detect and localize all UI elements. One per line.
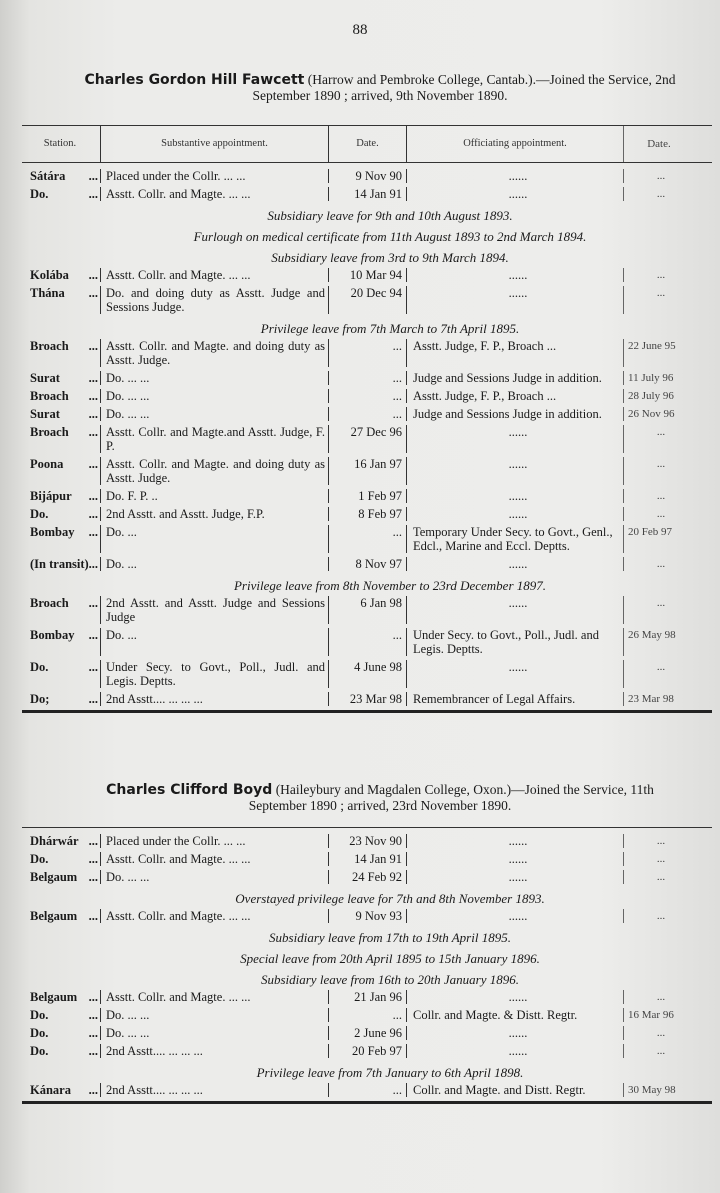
substantive-appointment: Asstt. Collr. and Magte. ... ... <box>100 909 328 923</box>
appointment-date: 20 Dec 94 <box>328 286 406 314</box>
officiating-date: 16 Mar 96 <box>628 1009 674 1021</box>
table-row <box>0 909 720 923</box>
substantive-appointment: Asstt. Collr. and Magte. and doing duty as Asstt. Judge. <box>100 339 328 367</box>
officiating-appointment: ...... <box>406 596 624 624</box>
table-row <box>0 268 720 282</box>
officiating-appointment: ...... <box>406 286 624 314</box>
leader-dots: ... <box>88 389 98 403</box>
officiating-date: 11 July 96 <box>628 372 674 384</box>
officiating-appointment: Judge and Sessions Judge in addition. <box>406 371 624 385</box>
leader-dots: ... <box>88 407 98 421</box>
column-header-station: Station. <box>43 138 77 149</box>
station-cell <box>0 870 100 884</box>
leave-note: Subsidiary leave from 16th to 20th January 1896. <box>260 972 520 987</box>
substantive-appointment: 2nd Asstt. and Asstt. Judge and Sessions Judge <box>100 596 328 624</box>
officiating-appointment: ...... <box>406 870 624 884</box>
officer-name: Charles Clifford Boyd <box>106 782 273 798</box>
station-name: Bombay <box>30 628 75 642</box>
station-cell <box>0 187 100 201</box>
substantive-appointment: 2nd Asstt.... ... ... ... <box>100 1083 328 1097</box>
station-name: Broach <box>30 339 69 353</box>
substantive-appointment: Do. ... ... <box>100 407 328 421</box>
officiating-appointment: ...... <box>406 660 624 688</box>
appointment-date: 6 Jan 98 <box>328 596 406 624</box>
table-row <box>0 389 720 403</box>
officiating-appointment: Temporary Under Secy. to Govt., Genl., Edcl., Marine and Eccl. Deptts. <box>406 525 624 553</box>
appointment-date: ... <box>328 1008 406 1022</box>
officiating-appointment: ...... <box>406 1044 624 1058</box>
officiating-appointment: ...... <box>406 1026 624 1040</box>
station-name: Do. <box>30 1044 49 1058</box>
table-row <box>0 870 720 884</box>
substantive-appointment: Placed under the Collr. ... ... <box>100 834 328 848</box>
officiating-date: ... <box>656 490 666 502</box>
station-name: Thána <box>30 286 65 300</box>
appointment-date: 14 Jan 91 <box>328 187 406 201</box>
officiating-appointment: ...... <box>406 169 624 183</box>
officiating-date: ... <box>656 991 666 1003</box>
officiating-date: ... <box>656 871 666 883</box>
leader-dots: ... <box>88 1026 98 1040</box>
station-name: Bombay <box>30 525 75 539</box>
table-row <box>0 557 720 571</box>
officiating-appointment: Remembrancer of Legal Affairs. <box>406 692 624 706</box>
officiating-appointment: ...... <box>406 268 624 282</box>
substantive-appointment: Do. ... ... <box>100 371 328 385</box>
appointment-date: 21 Jan 96 <box>328 990 406 1004</box>
substantive-appointment: Do. ... <box>100 557 328 571</box>
station-cell <box>0 1083 100 1097</box>
officiating-date: ... <box>656 287 666 299</box>
leave-note: Special leave from 20th April 1895 to 15th January 1896. <box>240 951 540 966</box>
appointment-date: 23 Mar 98 <box>328 692 406 706</box>
table-row <box>0 628 720 656</box>
station-cell <box>0 852 100 866</box>
officiating-appointment: ...... <box>406 990 624 1004</box>
leader-dots: ... <box>88 169 98 183</box>
officiating-date: 23 Mar 98 <box>628 693 674 705</box>
substantive-appointment: Asstt. Collr. and Magte. and doing duty as Asstt. Judge. <box>100 457 328 485</box>
officiating-date: 26 May 98 <box>628 629 676 641</box>
appointment-date: ... <box>328 407 406 421</box>
station-name: Do. <box>30 852 49 866</box>
substantive-appointment: 2nd Asstt.... ... ... ... <box>100 1044 328 1058</box>
station-name: Kánara <box>30 1083 71 1097</box>
leader-dots: ... <box>88 628 98 642</box>
appointment-date: ... <box>328 389 406 403</box>
leader-dots: ... <box>88 489 98 503</box>
officiating-date: ... <box>656 170 666 182</box>
table-row <box>0 187 720 201</box>
officiating-date: ... <box>656 269 666 281</box>
station-cell <box>0 507 100 521</box>
leave-note: Subsidiary leave from 3rd to 9th March 1894. <box>271 250 509 265</box>
appointment-date: 23 Nov 90 <box>328 834 406 848</box>
leader-dots: ... <box>88 286 98 300</box>
substantive-appointment: Do. ... ... <box>100 389 328 403</box>
table-row <box>0 1044 720 1058</box>
column-header-date: Date. <box>328 126 406 162</box>
substantive-appointment: Under Secy. to Govt., Poll., Judl. and Legis. Deptts. <box>100 660 328 688</box>
leave-note: Subsidiary leave from 17th to 19th April 1895. <box>269 930 511 945</box>
table-row <box>0 990 720 1004</box>
station-name: (In transit)... <box>30 557 99 571</box>
substantive-appointment: Asstt. Collr. and Magte. ... ... <box>100 852 328 866</box>
officiating-appointment: ...... <box>406 909 624 923</box>
leader-dots: ... <box>88 596 98 610</box>
officiating-date: ... <box>656 188 666 200</box>
station-name: Do; <box>30 692 50 706</box>
table-row <box>0 507 720 521</box>
officiating-appointment: ...... <box>406 425 624 453</box>
officiating-date: ... <box>656 910 666 922</box>
station-name: Do. <box>30 660 49 674</box>
officiating-appointment: ...... <box>406 489 624 503</box>
appointment-date: 20 Feb 97 <box>328 1044 406 1058</box>
table-bottom-rule <box>22 710 712 713</box>
leader-dots: ... <box>88 371 98 385</box>
leader-dots: ... <box>88 852 98 866</box>
station-cell <box>0 660 100 688</box>
officiating-date: ... <box>656 661 666 673</box>
station-cell <box>0 407 100 421</box>
station-cell <box>0 596 100 624</box>
substantive-appointment: 2nd Asstt.... ... ... ... <box>100 692 328 706</box>
station-name: Surat <box>30 407 60 421</box>
station-name: Bijápur <box>30 489 72 503</box>
station-name: Belgaum <box>30 870 78 884</box>
substantive-appointment: Asstt. Collr. and Magte. ... ... <box>100 990 328 1004</box>
appointment-date: ... <box>328 1083 406 1097</box>
appointment-date: ... <box>328 339 406 367</box>
substantive-appointment: Placed under the Collr. ... ... <box>100 169 328 183</box>
officiating-date: 26 Nov 96 <box>628 408 675 420</box>
column-header-officiating: Officiating appointment. <box>406 126 624 162</box>
station-cell <box>0 1008 100 1022</box>
station-cell <box>0 286 100 314</box>
substantive-appointment: Asstt. Collr. and Magte.and Asstt. Judge, F. P. <box>100 425 328 453</box>
leader-dots: ... <box>88 834 98 848</box>
table-row <box>0 1026 720 1040</box>
column-header-odate: Date. <box>647 138 671 150</box>
officiating-date: ... <box>656 458 666 470</box>
leader-dots: ... <box>88 1008 98 1022</box>
officer-details: (Haileybury and Magdalen College, Oxon.)—Joined the Service, 11th September 1890 ; arrived, 23rd November 1890. <box>248 782 654 813</box>
table-row <box>0 852 720 866</box>
officer-record-fawcett <box>0 72 720 713</box>
leader-dots: ... <box>88 268 98 282</box>
page-number: 88 <box>352 22 368 38</box>
table-row <box>0 407 720 421</box>
officiating-appointment: Asstt. Judge, F. P., Broach ... <box>406 339 624 367</box>
station-name: Do. <box>30 1008 49 1022</box>
station-cell <box>0 525 100 553</box>
officiating-date: 20 Feb 97 <box>628 526 672 538</box>
leave-note: Furlough on medical certificate from 11th August 1893 to 2nd March 1894. <box>193 229 587 244</box>
officiating-appointment: Judge and Sessions Judge in addition. <box>406 407 624 421</box>
station-name: Belgaum <box>30 909 78 923</box>
station-cell <box>0 389 100 403</box>
table-row <box>0 596 720 624</box>
officiating-appointment: ...... <box>406 507 624 521</box>
officiating-date: ... <box>656 558 666 570</box>
leave-note: Privilege leave from 7th March to 7th April 1895. <box>260 321 520 336</box>
station-name: Surat <box>30 371 60 385</box>
officiating-date: ... <box>656 1027 666 1039</box>
leader-dots: ... <box>88 425 98 439</box>
station-cell <box>0 169 100 183</box>
leader-dots: ... <box>88 660 98 674</box>
appointment-date: 8 Feb 97 <box>328 507 406 521</box>
station-cell <box>0 371 100 385</box>
officer-details: (Harrow and Pembroke College, Cantab.).—Joined the Service, 2nd September 1890 ; arrived, 9th November 1890. <box>252 72 676 103</box>
officiating-appointment: ...... <box>406 457 624 485</box>
substantive-appointment: Do. F. P. .. <box>100 489 328 503</box>
station-name: Do. <box>30 187 49 201</box>
station-cell <box>0 628 100 656</box>
table-row <box>0 660 720 688</box>
station-name: Broach <box>30 389 69 403</box>
appointment-date: 9 Nov 90 <box>328 169 406 183</box>
officiating-appointment: Under Secy. to Govt., Poll., Judl. and Legis. Deptts. <box>406 628 624 656</box>
leader-dots: ... <box>88 990 98 1004</box>
leave-note: Privilege leave from 8th November to 23rd December 1897. <box>233 578 547 593</box>
officiating-appointment: Collr. and Magte. and Distt. Regtr. <box>406 1083 624 1097</box>
table-row <box>0 1008 720 1022</box>
officiating-appointment: ...... <box>406 852 624 866</box>
station-name: Sátára <box>30 169 66 183</box>
station-cell <box>0 692 100 706</box>
appointment-date: ... <box>328 371 406 385</box>
substantive-appointment: Do. ... ... <box>100 870 328 884</box>
leader-dots: ... <box>88 507 98 521</box>
officiating-appointment: ...... <box>406 557 624 571</box>
substantive-appointment: Do. ... <box>100 628 328 656</box>
appointment-date: 14 Jan 91 <box>328 852 406 866</box>
leader-dots: ... <box>88 457 98 471</box>
station-cell <box>0 1026 100 1040</box>
leave-note: Privilege leave from 7th January to 6th April 1898. <box>256 1065 524 1080</box>
leader-dots: ... <box>88 692 98 706</box>
leader-dots: ... <box>88 1044 98 1058</box>
appointment-date: 10 Mar 94 <box>328 268 406 282</box>
appointment-date: 8 Nov 97 <box>328 557 406 571</box>
officiating-date: ... <box>656 597 666 609</box>
station-cell <box>0 425 100 453</box>
leave-note: Subsidiary leave for 9th and 10th August 1893. <box>267 208 513 223</box>
leader-dots: ... <box>88 187 98 201</box>
station-cell <box>0 557 100 571</box>
officiating-date: 22 June 95 <box>628 340 676 352</box>
station-cell <box>0 1044 100 1058</box>
officiating-date: ... <box>656 508 666 520</box>
station-cell <box>0 834 100 848</box>
officer-record-boyd <box>0 782 720 1104</box>
appointment-date: ... <box>328 525 406 553</box>
station-name: Broach <box>30 425 69 439</box>
officiating-appointment: ...... <box>406 187 624 201</box>
table-row <box>0 339 720 367</box>
officiating-appointment: ...... <box>406 834 624 848</box>
column-header-substantive: Substantive appointment. <box>100 126 328 162</box>
substantive-appointment: Do. ... <box>100 525 328 553</box>
leader-dots: ... <box>88 525 98 539</box>
station-cell <box>0 268 100 282</box>
station-name: Poona <box>30 457 64 471</box>
officiating-date: ... <box>656 1045 666 1057</box>
table-row <box>0 457 720 485</box>
station-name: Do. <box>30 507 49 521</box>
station-cell <box>0 457 100 485</box>
substantive-appointment: Do. ... ... <box>100 1026 328 1040</box>
leave-note: Overstayed privilege leave for 7th and 8th November 1893. <box>235 891 545 906</box>
officiating-date: 28 July 96 <box>628 390 674 402</box>
officiating-appointment: Collr. and Magte. & Distt. Regtr. <box>406 1008 624 1022</box>
substantive-appointment: Asstt. Collr. and Magte. ... ... <box>100 268 328 282</box>
column-header-row <box>0 126 720 162</box>
station-name: Do. <box>30 1026 49 1040</box>
substantive-appointment: Do. and doing duty as Asstt. Judge and Sessions Judge. <box>100 286 328 314</box>
table-row <box>0 286 720 314</box>
table-row <box>0 169 720 183</box>
substantive-appointment: 2nd Asstt. and Asstt. Judge, F.P. <box>100 507 328 521</box>
officiating-date: ... <box>656 426 666 438</box>
appointment-date: 2 June 96 <box>328 1026 406 1040</box>
record-heading <box>0 782 720 813</box>
appointment-date: ... <box>328 628 406 656</box>
table-row <box>0 692 720 706</box>
station-name: Kolába <box>30 268 69 282</box>
appointment-date: 27 Dec 96 <box>328 425 406 453</box>
record-heading <box>0 72 720 103</box>
appointment-date: 24 Feb 92 <box>328 870 406 884</box>
leader-dots: ... <box>88 1083 98 1097</box>
station-name: Dhárwár <box>30 834 79 848</box>
table-row <box>0 425 720 453</box>
station-cell <box>0 990 100 1004</box>
officiating-date: ... <box>656 835 666 847</box>
table-row <box>0 834 720 848</box>
table-bottom-rule <box>22 1101 712 1104</box>
appointment-date: 1 Feb 97 <box>328 489 406 503</box>
appointment-date: 16 Jan 97 <box>328 457 406 485</box>
substantive-appointment: Asstt. Collr. and Magte. ... ... <box>100 187 328 201</box>
station-cell <box>0 489 100 503</box>
station-name: Belgaum <box>30 990 78 1004</box>
appointment-date: 9 Nov 93 <box>328 909 406 923</box>
leader-dots: ... <box>88 909 98 923</box>
substantive-appointment: Do. ... ... <box>100 1008 328 1022</box>
officer-name: Charles Gordon Hill Fawcett <box>84 72 305 88</box>
officiating-date: 30 May 98 <box>628 1084 676 1096</box>
officiating-date: ... <box>656 853 666 865</box>
leader-dots: ... <box>88 339 98 353</box>
station-name: Broach <box>30 596 69 610</box>
station-cell <box>0 909 100 923</box>
table-row <box>0 525 720 553</box>
leader-dots: ... <box>88 870 98 884</box>
station-cell <box>0 339 100 367</box>
table-row <box>0 1083 720 1097</box>
appointment-date: 4 June 98 <box>328 660 406 688</box>
officiating-appointment: Asstt. Judge, F. P., Broach ... <box>406 389 624 403</box>
table-row <box>0 489 720 503</box>
table-row <box>0 371 720 385</box>
